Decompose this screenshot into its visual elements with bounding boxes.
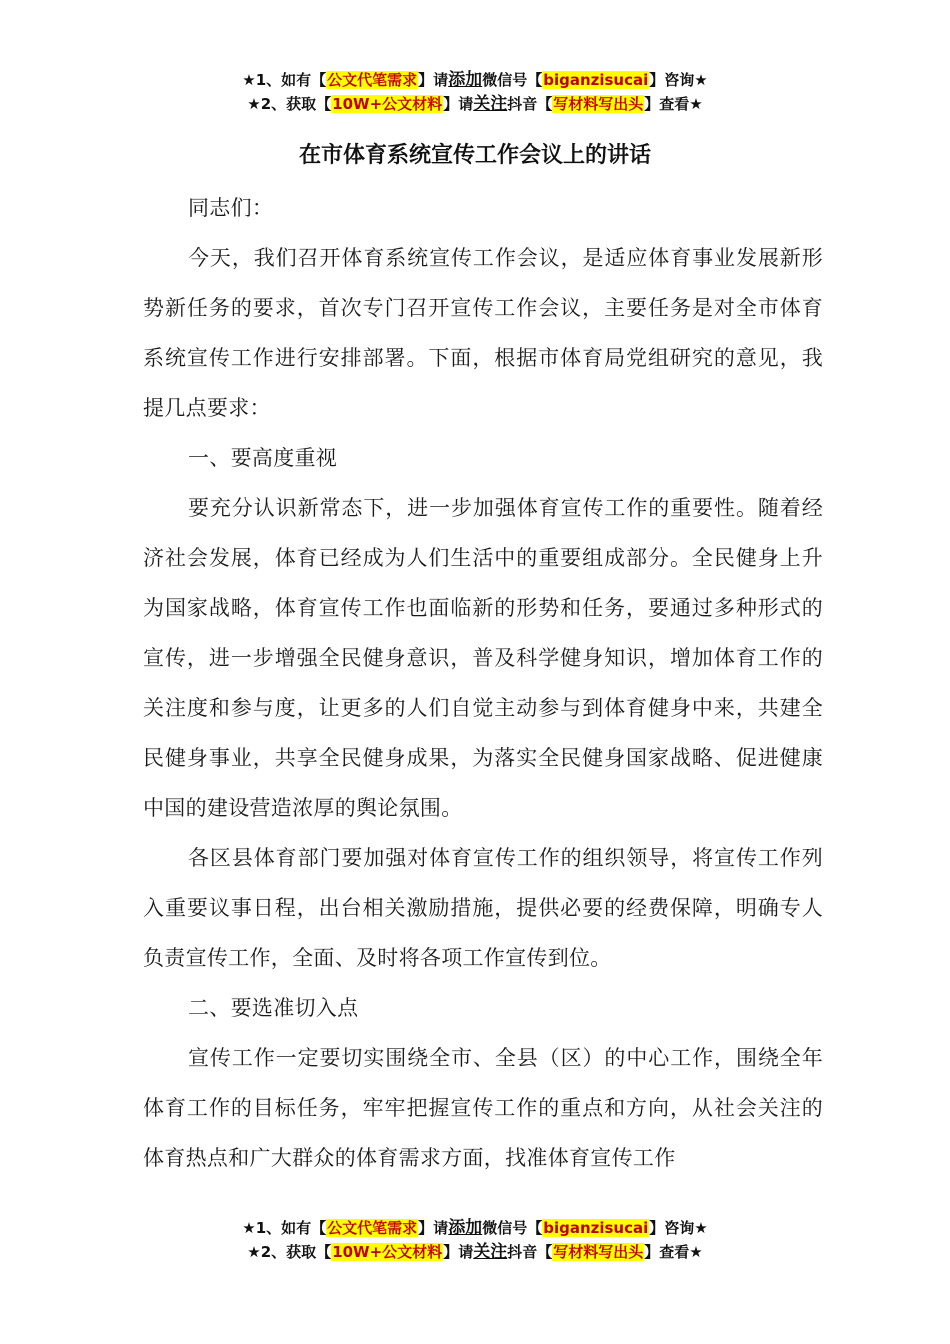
promo-line-2 [0,92,950,116]
section-heading-2: 二、要选准切入点 [188,996,359,1020]
promo-text: 】请 [418,71,449,89]
promo-highlight: 10W+公文材料 [332,1243,443,1261]
promo-text: 】请 [443,95,474,113]
promo-highlight: 公文代笔需求 [327,1219,418,1237]
promo-highlight: 公文代笔需求 [327,71,418,89]
promo-text: 】查看★ [644,95,703,113]
promo-emphasis: 关注 [473,1242,508,1262]
paragraph: 要充分认识新常态下，进一步加强体育宣传工作的重要性。随着经济社会发展，体育已经成为人们生活中的重要组成部分。全民健身上升为国家战略，体育宣传工作也面临新的形势和任务，要通过多种形式的宣传，进一步增强全民健身意识，普及科学健身知识，增加体育工作的关注度和参与度，让更多的人们自觉主动参与到体育健身中来，共建全民健身事业，共享全民健身成果，为落实全民健身国家战略、促进健康中国的建设营造浓厚的舆论氛围。 [143,496,823,820]
promo-highlight-douyin: 写材料写出头 [553,1243,644,1261]
promo-text: ★2、获取【 [247,95,332,113]
promo-text: 】请 [443,1243,474,1261]
promo-line-1 [0,1216,950,1240]
promo-emphasis: 添加 [448,70,483,90]
promo-text: 】咨询★ [649,1219,708,1237]
promo-text: 】咨询★ [649,71,708,89]
paragraph: 宣传工作一定要切实围绕全市、全县（区）的中心工作，围绕全年体育工作的目标任务，牢牢把握宣传工作的重点和方向，从社会关注的体育热点和广大群众的体育需求方面，找准体育宣传工作 [143,1046,823,1170]
promo-highlight-douyin: 写材料写出头 [553,95,644,113]
document-body [143,183,823,1183]
paragraph-intro: 今天，我们召开体育系统宣传工作会议，是适应体育事业发展新形势新任务的要求，首次专门召开宣传工作会议，主要任务是对全市体育系统宣传工作进行安排部署。下面，根据市体育局党组研究的意见，我提几点要求： [143,246,823,420]
section-heading-1: 一、要高度重视 [188,446,338,470]
paragraph: 各区县体育部门要加强对体育宣传工作的组织领导，将宣传工作列入重要议事日程，出台相关激励措施，提供必要的经费保障，明确专人负责宣传工作，全面、及时将各项工作宣传到位。 [143,846,823,970]
promo-banner-top [0,68,950,116]
document-title: 在市体育系统宣传工作会议上的讲话 [298,143,651,168]
promo-highlight: 10W+公文材料 [332,95,443,113]
promo-text: ★1、如有【 [242,1219,327,1237]
promo-banner-bottom [0,1216,950,1264]
promo-text: 微信号【 [482,71,543,89]
promo-text: 】查看★ [644,1243,703,1261]
promo-emphasis: 添加 [448,1218,483,1238]
promo-line-2 [0,1240,950,1264]
promo-text: ★1、如有【 [242,71,327,89]
promo-text: 抖音【 [507,1243,553,1261]
promo-text: ★2、获取【 [247,1243,332,1261]
promo-text: 】请 [418,1219,449,1237]
promo-line-1 [0,68,950,92]
promo-highlight-wechat-id: biganzisucai [543,71,649,89]
promo-text: 抖音【 [507,95,553,113]
salutation: 同志们： [188,196,274,220]
promo-highlight-wechat-id: biganzisucai [543,1219,649,1237]
promo-emphasis: 关注 [473,94,508,114]
promo-text: 微信号【 [482,1219,543,1237]
